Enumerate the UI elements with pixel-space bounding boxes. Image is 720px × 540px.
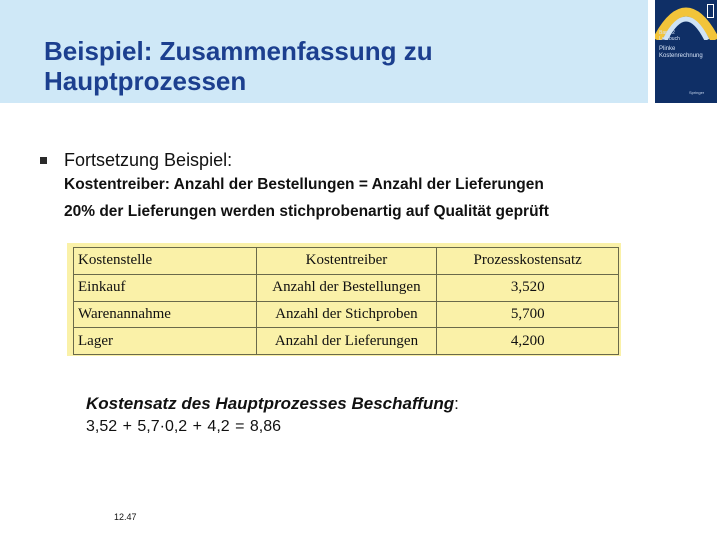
table-cell: 5,700 xyxy=(437,301,619,328)
book-title: Kostenrechnung xyxy=(659,53,703,59)
table-cell: Anzahl der Stichproben xyxy=(256,301,437,328)
book-spine-mark xyxy=(707,4,714,18)
book-publisher: Springer xyxy=(689,90,705,95)
table-header-cell: Kostentreiber xyxy=(256,248,437,275)
table-row xyxy=(74,274,619,301)
table-cell: 4,200 xyxy=(437,328,619,355)
bullet-item xyxy=(40,149,232,171)
summary-formula: 3,52 + 5,7·0,2 + 4,2 = 8,86 xyxy=(86,418,282,435)
summary-title-colon: : xyxy=(454,394,459,413)
summary-title-text: Kostensatz des Hauptprozesses Beschaffung xyxy=(86,394,455,413)
table-cell: Warenannahme xyxy=(74,301,257,328)
bullet-heading: Fortsetzung Beispiel: xyxy=(64,149,233,170)
body-line-sampling: 20% der Lieferungen werden stichprobenartig auf Qualität geprüft xyxy=(64,203,549,220)
book-small-line-2: Lehrbuch xyxy=(659,36,680,42)
slide-title-line-1: Beispiel: Zusammenfassung zu xyxy=(44,36,433,66)
table-cell: Anzahl der Lieferungen xyxy=(256,328,437,355)
table-cell: 3,520 xyxy=(437,274,619,301)
table-row xyxy=(74,301,619,328)
slide-title xyxy=(44,36,604,96)
cost-table xyxy=(73,247,619,355)
summary-title xyxy=(86,394,459,414)
table-cell: Anzahl der Bestellungen xyxy=(256,274,437,301)
book-small-line-1: Band 2 xyxy=(659,30,675,36)
table-header-cell: Kostenstelle xyxy=(74,248,257,275)
page-number: 12.47 xyxy=(114,512,137,522)
body-line-cost-driver: Kostentreiber: Anzahl der Bestellungen = Anzahl der Lieferungen xyxy=(64,176,544,193)
table-cell: Einkauf xyxy=(74,274,257,301)
table-header-row xyxy=(74,248,619,275)
table-row xyxy=(74,328,619,355)
slide-title-line-2: Hauptprozessen xyxy=(44,66,247,96)
table-cell: Lager xyxy=(74,328,257,355)
book-cover-thumbnail xyxy=(655,0,717,103)
book-author: Plinke xyxy=(659,46,676,52)
table-header-cell: Prozesskostensatz xyxy=(437,248,619,275)
bullet-square-icon xyxy=(40,157,47,164)
